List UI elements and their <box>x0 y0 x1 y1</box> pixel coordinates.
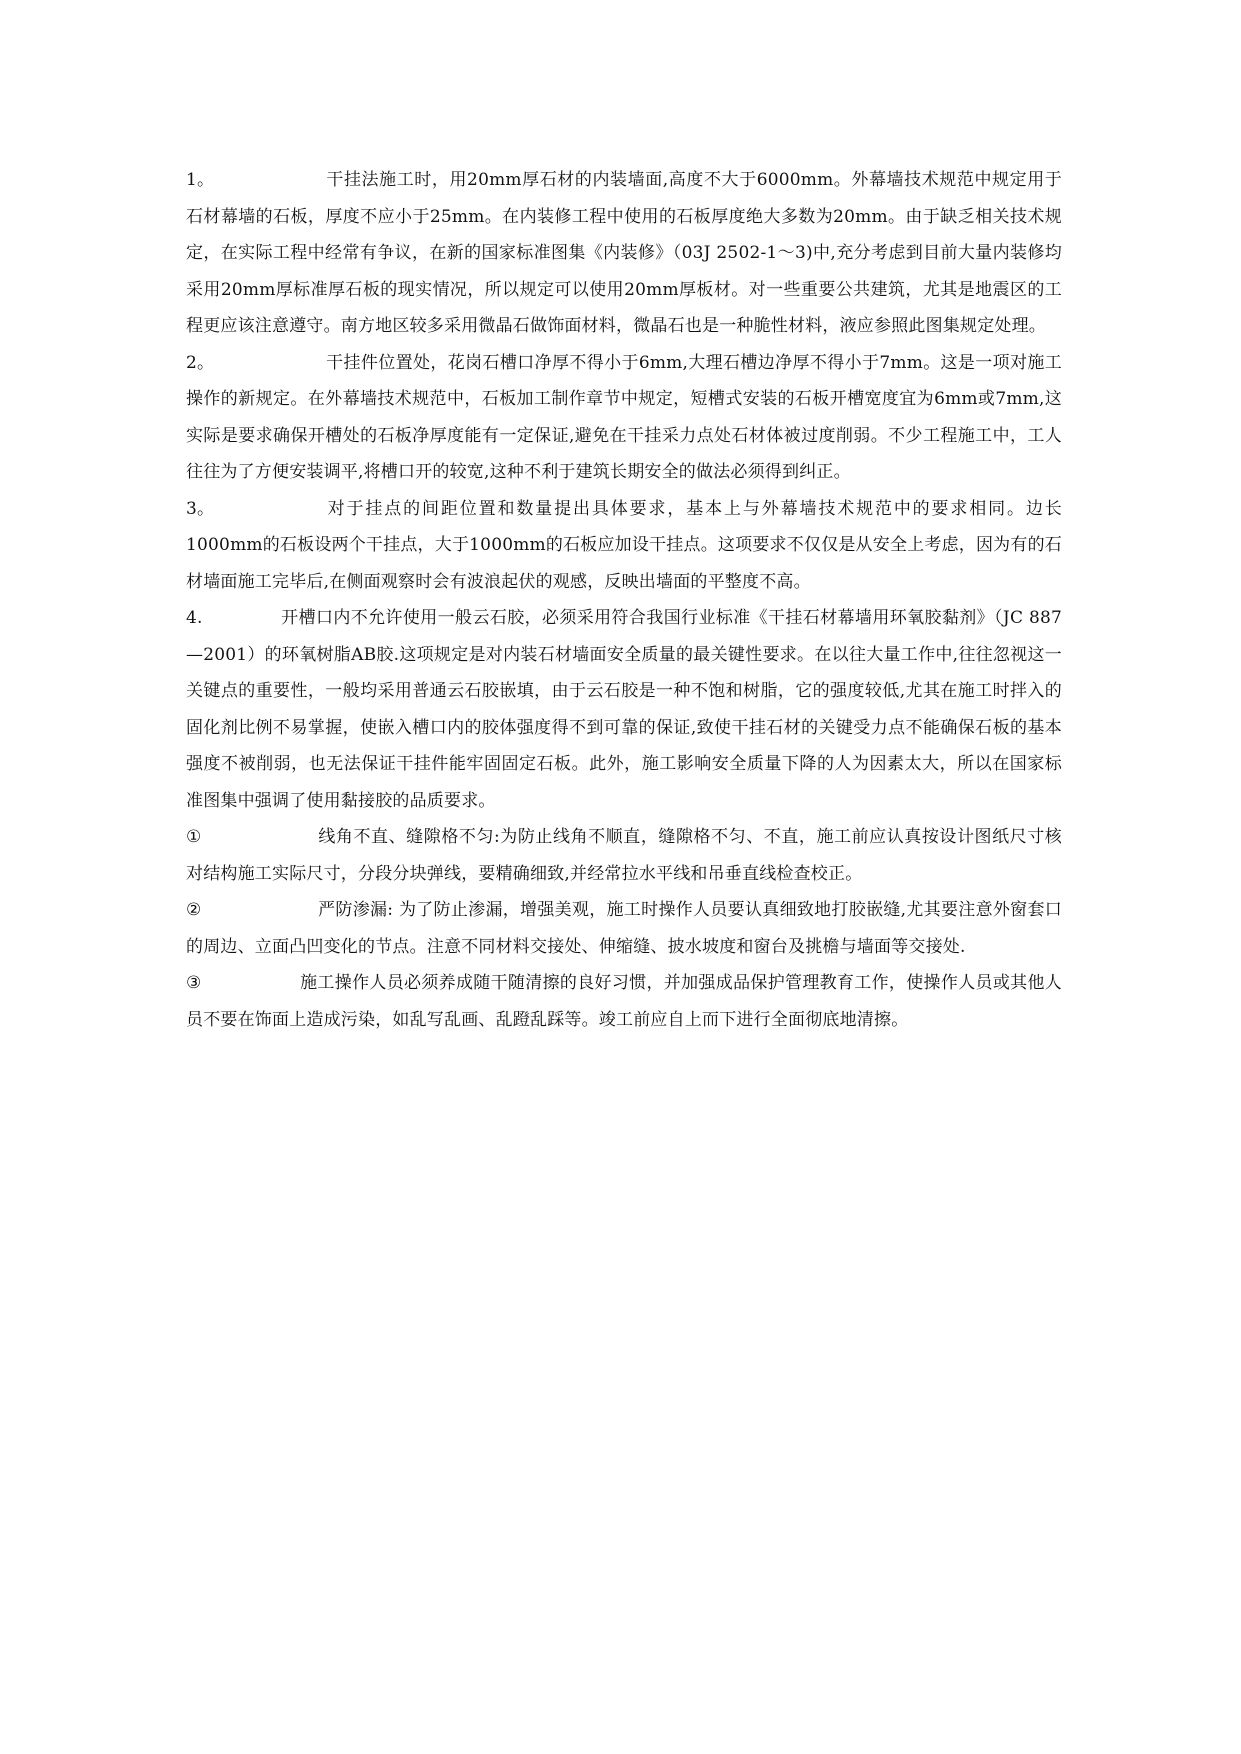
item-text: 严防渗漏: 为了防止渗漏，增强美观，施工时操作人员要认真细致地打胶嵌缝,尤其要注意外窗套口的周边、立面凸凹变化的节点。注意不同材料交接处、伸缩缝、披水坡度和窗台及挑檐与墙面等交接处. <box>186 900 1062 957</box>
paragraph-number: 3。 <box>186 498 215 519</box>
paragraph-number: 4. <box>186 608 203 628</box>
paragraph-1 <box>186 162 1062 345</box>
item-text: 线角不直、缝隙格不匀:为防止线角不顺直，缝隙格不匀、不直，施工前应认真按设计图纸尺寸核对结构施工实际尺寸，分段分块弹线，要精确细致,并经常拉水平线和吊垂直线检查校正。 <box>186 827 1062 884</box>
paragraph-text: 对于挂点的间距位置和数量提出具体要求，基本上与外幕墙技术规范中的要求相同。边长1000mm的石板设两个干挂点，大于1000mm的石板应加设干挂点。这项要求不仅仅是从安全上考虑，因为有的石材墙面施工完毕后,在侧面观察时会有波浪起伏的观感，反映出墙面的平整度不高。 <box>186 498 1062 592</box>
item-marker: ② <box>186 900 202 920</box>
document-body <box>186 162 1062 1038</box>
item-marker: ① <box>186 827 202 847</box>
paragraph-2 <box>186 345 1062 491</box>
circled-item-2 <box>186 892 1062 965</box>
paragraph-text: 干挂法施工时，用20mm厚石材的内装墙面,高度不大于6000mm。外幕墙技术规范中规定用于石材幕墙的石板，厚度不应小于25mm。在内装修工程中使用的石板厚度绝大多数为20mm。由于缺乏相关技术规定，在实际工程中经常有争议，在新的国家标准图集《内装修》（03J 2502-1～3)中,充分考虑到目前大量内装修均采用20mm厚标准厚石板的现实情况，所以规定可以使用20mm厚板材。对一些重要公共建筑，尤其是地震区的工程更应该注意遵守。南方地区较多采用微晶石做饰面材料，微晶石也是一种脆性材料，液应参照此图集规定处理。 <box>186 170 1062 336</box>
paragraph-number: 2。 <box>186 352 215 373</box>
paragraph-text: 干挂件位置处，花岗石槽口净厚不得小于6mm,大理石槽边净厚不得小于7mm。这是一项对施工操作的新规定。在外幕墙技术规范中，石板加工制作章节中规定，短槽式安装的石板开槽宽度宜为6mm或7mm,这实际是要求确保开槽处的石板净厚度能有一定保证,避免在干挂采力点处石材体被过度削弱。不少工程施工中，工人往往为了方便安装调平,将槽口开的较宽,这种不利于建筑长期安全的做法必须得到纠正。 <box>186 352 1062 482</box>
circled-item-3 <box>186 965 1062 1038</box>
paragraph-4 <box>186 600 1062 819</box>
circled-item-1 <box>186 819 1062 892</box>
item-text: 施工操作人员必须养成随干随清擦的良好习惯，并加强成品保护管理教育工作，使操作人员或其他人员不要在饰面上造成污染，如乱写乱画、乱蹬乱踩等。竣工前应自上而下进行全面彻底地清擦。 <box>186 973 1062 1030</box>
paragraph-3 <box>186 491 1062 601</box>
paragraph-number: 1。 <box>186 170 215 190</box>
item-marker: ③ <box>186 973 202 993</box>
paragraph-text: 开槽口内不允许使用一般云石胶，必须采用符合我国行业标准《干挂石材幕墙用环氧胶黏剂》（JC 887—2001）的环氧树脂AB胶.这项规定是对内装石材墙面安全质量的最关键性要求。在以往大量工作中,往往忽视这一关键点的重要性，一般均采用普通云石胶嵌填，由于云石胶是一种不饱和树脂，它的强度较低,尤其在施工时拌入的固化剂比例不易掌握，使嵌入槽口内的胶体强度得不到可靠的保证,致使干挂石材的关键受力点不能确保石板的基本强度不被削弱，也无法保证干挂件能牢固固定石板。此外，施工影响安全质量下降的人为因素太大，所以在国家标准图集中强调了使用黏接胶的品质要求。 <box>186 608 1062 811</box>
